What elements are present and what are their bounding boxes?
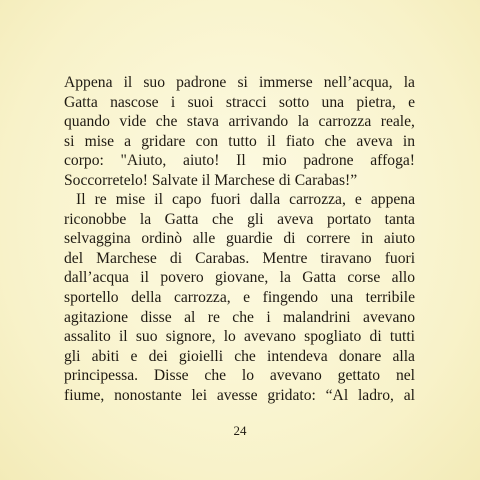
text-line: quando vide che stava arrivando la carrozza reale, (64, 113, 415, 131)
page-number: 24 (233, 423, 247, 438)
text-line: principessa. Disse che lo avevano gettato nel (64, 367, 416, 385)
text-line: fiume, nonostante lei avesse gridato: “Al ladro, al (64, 386, 415, 404)
text-line: Soccorretelo! Salvate il Marchese di Carabas!” (64, 171, 358, 189)
text-line: Gatta nascose i suoi stracci sotto una pietra, e (64, 93, 415, 111)
text-line: Appena il suo padrone si immerse nell’acqua, la (64, 74, 415, 91)
text-line: riconobbe la Gatta che gli aveva portato tanta (64, 210, 415, 228)
text-line: agitazione disse al re che i malandrini avevano (64, 308, 415, 326)
text-line: dall’acqua il povero giovane, la Gatta corse allo (64, 269, 416, 287)
text-line: Il re mise il capo fuori dalla carrozza, e appena (76, 191, 416, 209)
text-line: corpo: "Aiuto, aiuto! Il mio padrone affoga! (64, 152, 415, 170)
paragraph-1 (64, 73, 415, 190)
page-body (64, 73, 415, 405)
paragraph-2 (64, 190, 415, 405)
text-line: sportello della carrozza, e fingendo una terribile (64, 289, 415, 307)
text-line: si mise a gridare con tutto il fiato che aveva in (64, 132, 415, 150)
text-line: assalito il suo signore, lo avevano spogliato di tutti (64, 328, 415, 346)
text-line: del Marchese di Carabas. Mentre tiravano fuori (64, 249, 416, 267)
text-line: gli abiti e dei gioielli che intendeva donare alla (64, 347, 415, 365)
text-line: selvaggina ordinò alle guardie di correre in aiuto (64, 230, 415, 248)
